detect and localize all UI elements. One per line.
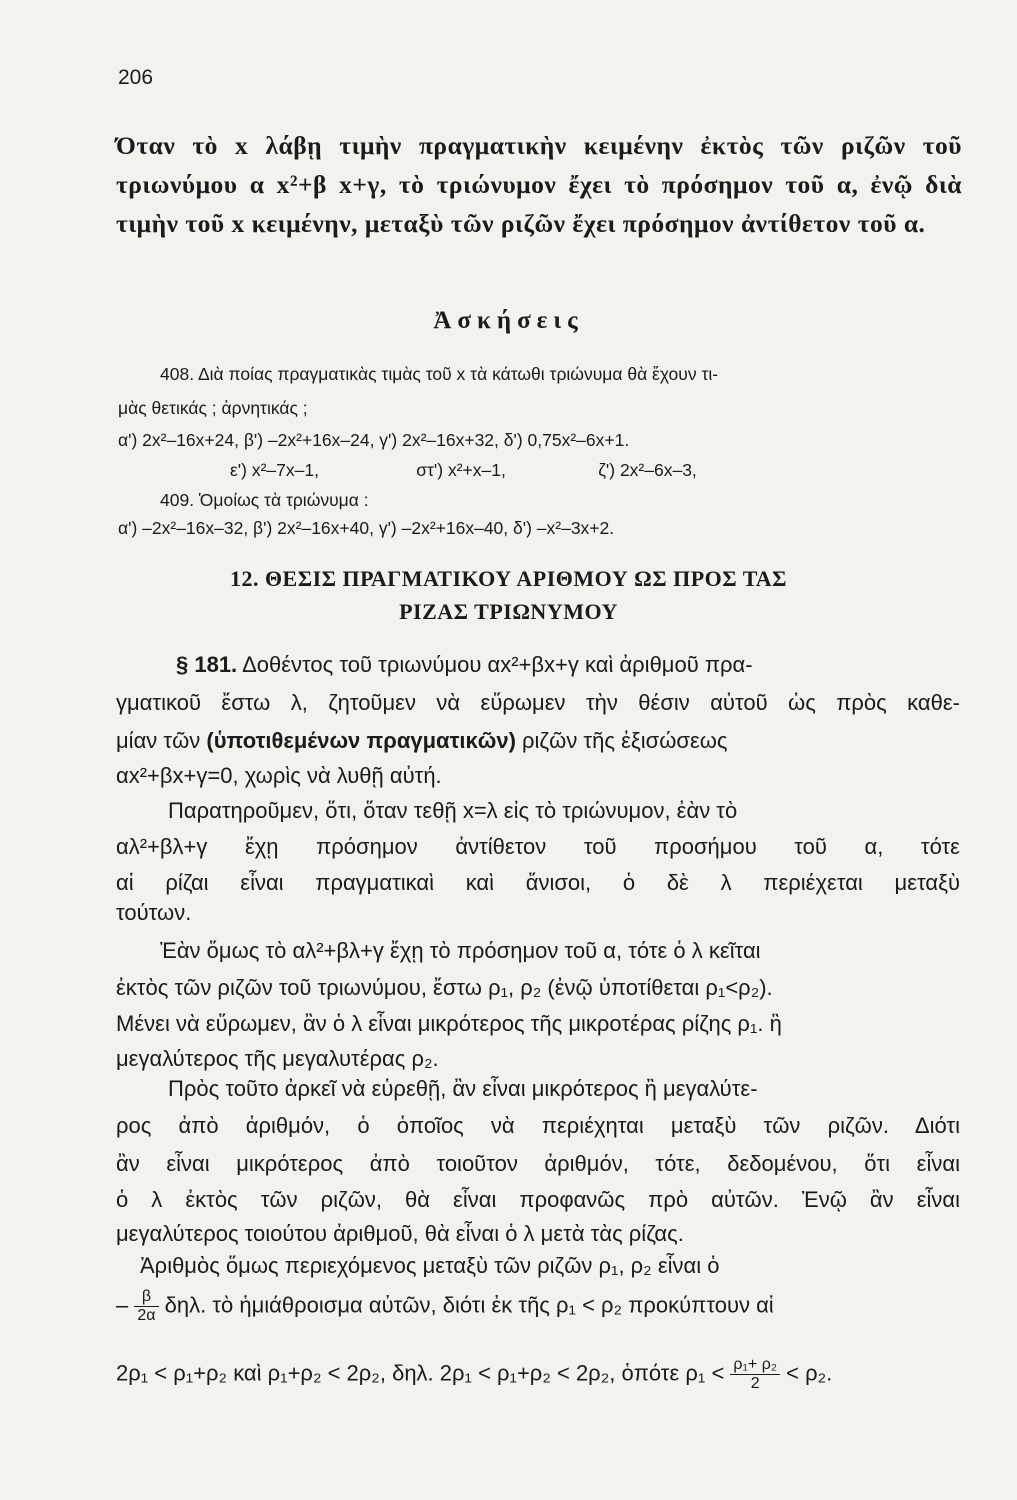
fraction-denominator: 2α bbox=[137, 1307, 156, 1324]
paragraph-3-line-2: ἐκτὸς τῶν ριζῶν τοῦ τριωνύμου, ἔστω ρ₁, ρ₂ (ἐνῷ ὑποτίθεται ρ₁<ρ₂). bbox=[116, 975, 773, 1000]
page-number: 206 bbox=[118, 66, 154, 89]
exercise-409-row-1: α') –2x²–16x–32, β') 2x²–16x+40, γ') –2x²+16x–40, δ') –x²–3x+2. bbox=[118, 518, 615, 538]
section-title-line-2: ΡΙΖΑΣ ΤΡΙΩΝΥΜΟΥ bbox=[399, 599, 618, 624]
paragraph-4-line-5: μεγαλύτερος τοιούτου ἀριθμοῦ, θὰ εἶναι ὁ λ μετὰ τὰς ρίζας. bbox=[116, 1221, 684, 1246]
paragraph-5-line-3 bbox=[116, 1356, 960, 1393]
paragraph-4-line-3: ἂν εἶναι μικρότερος ἀπὸ τοιοῦτον ἀριθμόν, τότε, δεδομένου, ὅτι εἶναι bbox=[116, 1151, 960, 1176]
paragraph-2-line-1: Παρατηροῦμεν, ὅτι, ὅταν τεθῇ x=λ εἰς τὸ τριώνυμον, ἐὰν τὸ bbox=[168, 798, 738, 823]
paragraph-1-emphasis: (ὑποτιθεμένων πραγματικῶν) bbox=[206, 728, 516, 753]
section-title-line-1: 12. ΘΕΣΙΣ ΠΡΑΓΜΑΤΙΚΟΥ ΑΡΙΘΜΟΥ ΩΣ ΠΡΟΣ ΤΑΣ bbox=[229, 566, 788, 591]
paragraph-1-line-1 bbox=[176, 652, 960, 678]
paragraph-3-line-3: Μένει νὰ εὕρωμεν, ἂν ὁ λ εἶναι μικρότερος τῆς μικροτέρας ρίζης ρ₁. ἢ bbox=[116, 1011, 782, 1036]
paragraph-4-line-4: ὁ λ ἐκτὸς τῶν ριζῶν, θὰ εἶναι προφανῶς πρὸ αὐτῶν. Ἐνῷ ἂν εἶναι bbox=[116, 1187, 960, 1212]
paragraph-5-line-3-post: < ρ₂. bbox=[780, 1360, 833, 1386]
paragraph-3-line-4: μεγαλύτερος τῆς μεγαλυτέρας ρ₂. bbox=[116, 1046, 439, 1071]
section-symbol: § 181. bbox=[176, 652, 238, 677]
paragraph-1-line-3a: μίαν τῶν bbox=[116, 728, 207, 753]
paragraph-5-line-2 bbox=[116, 1288, 960, 1325]
paragraph-3-line-1: Ἐὰν ὅμως τὸ αλ²+βλ+γ ἔχῃ τὸ πρόσημον τοῦ α, τότε ὁ λ κεῖται bbox=[160, 938, 761, 963]
fraction-half-sum-numerator: ρ₁+ ρ₂ bbox=[730, 1356, 780, 1375]
exercise-408-intro: 408. Διὰ ποίας πραγματικὰς τιμὰς τοῦ x τὰ κάτωθι τριώνυμα θὰ ἔχουν τι- bbox=[160, 364, 719, 384]
exercise-408-row-2: ε') x²–7x–1, στ') x²+x–1, ζ') 2x²–6x–3, bbox=[230, 460, 697, 480]
paragraph-5-line-3-pre: 2ρ₁ < ρ₁+ρ₂ καὶ ρ₁+ρ₂ < 2ρ₂, δηλ. 2ρ₁ < ρ₁+ρ₂ < 2ρ₂, ὁπότε ρ₁ < bbox=[116, 1360, 731, 1386]
fraction-half-sum bbox=[730, 1356, 780, 1393]
paragraph-1-line-2: γματικοῦ ἔστω λ, ζητοῦμεν νὰ εὕρωμεν τὴν θέσιν αὐτοῦ ὡς πρὸς καθε- bbox=[116, 690, 960, 715]
paragraph-2-line-4: τούτων. bbox=[116, 900, 192, 925]
paragraph-1-line-1-text: Δοθέντος τοῦ τριωνύμου αx²+βx+γ καὶ ἀριθμοῦ πρα- bbox=[242, 652, 753, 677]
paragraph-1-line-3 bbox=[116, 728, 960, 754]
exercise-408-intro-cont: μὰς θετικάς ; ἀρνητικάς ; bbox=[118, 398, 308, 418]
fraction-numerator: β bbox=[134, 1288, 158, 1307]
minus-sign: – bbox=[116, 1292, 129, 1318]
paragraph-4-line-2: ρος ἀπὸ ἀριθμόν, ὁ ὁποῖος νὰ περιέχηται μεταξὺ τῶν ριζῶν. Διότι bbox=[116, 1113, 960, 1138]
paragraph-2-line-2: αλ²+βλ+γ ἔχῃ πρόσημον ἀντίθετον τοῦ προσήμου τοῦ α, τότε bbox=[116, 834, 960, 859]
paragraph-1-line-4: αx²+βx+γ=0, χωρὶς νὰ λυθῇ αὐτή. bbox=[116, 763, 442, 788]
fraction-beta-over-2alpha bbox=[134, 1288, 158, 1325]
paragraph-2-line-3: αἱ ρίζαι εἶναι πραγματικαὶ καὶ ἄνισοι, ὁ δὲ λ περιέχεται μεταξὺ bbox=[116, 870, 960, 895]
exercises-heading: Ἀσκήσεις bbox=[433, 307, 584, 334]
exercise-409-intro: 409. Ὁμοίως τὰ τριώνυμα : bbox=[160, 490, 369, 510]
paragraph-4-line-1: Πρὸς τοῦτο ἀρκεῖ νὰ εὑρεθῇ, ἂν εἶναι μικρότερος ἢ μεγαλύτε- bbox=[168, 1076, 758, 1101]
fraction-half-sum-denominator: 2 bbox=[750, 1375, 760, 1392]
paragraph-5-line-1: Ἀριθμὸς ὅμως περιεχόμενος μεταξὺ τῶν ριζῶν ρ₁, ρ₂ εἶναι ὁ bbox=[140, 1253, 720, 1278]
paragraph-1-line-3c: ριζῶν τῆς ἐξισώσεως bbox=[515, 728, 728, 753]
theorem-statement: Όταν τὸ x λάβῃ τιμὴν πραγματικὴν κειμένην ἐκτὸς τῶν ριζῶν τοῦ τριωνύμου α x²+β x+γ, τὸ τριώνυμον ἔχει τὸ πρόσημον τοῦ α, ἐνῷ διὰ τιμὴν τοῦ x κειμένην, μεταξὺ τῶν ριζῶν ἔχει πρόσημον ἀντίθετον τοῦ α. bbox=[116, 131, 962, 238]
exercise-408-row-1: α') 2x²–16x+24, β') –2x²+16x–24, γ') 2x²–16x+32, δ') 0,75x²–6x+1. bbox=[118, 430, 630, 450]
paragraph-5-line-2-text: δηλ. τὸ ἡμιάθροισμα αὐτῶν, διότι ἐκ τῆς ρ₁ < ρ₂ προκύπτουν αἱ bbox=[158, 1292, 774, 1318]
